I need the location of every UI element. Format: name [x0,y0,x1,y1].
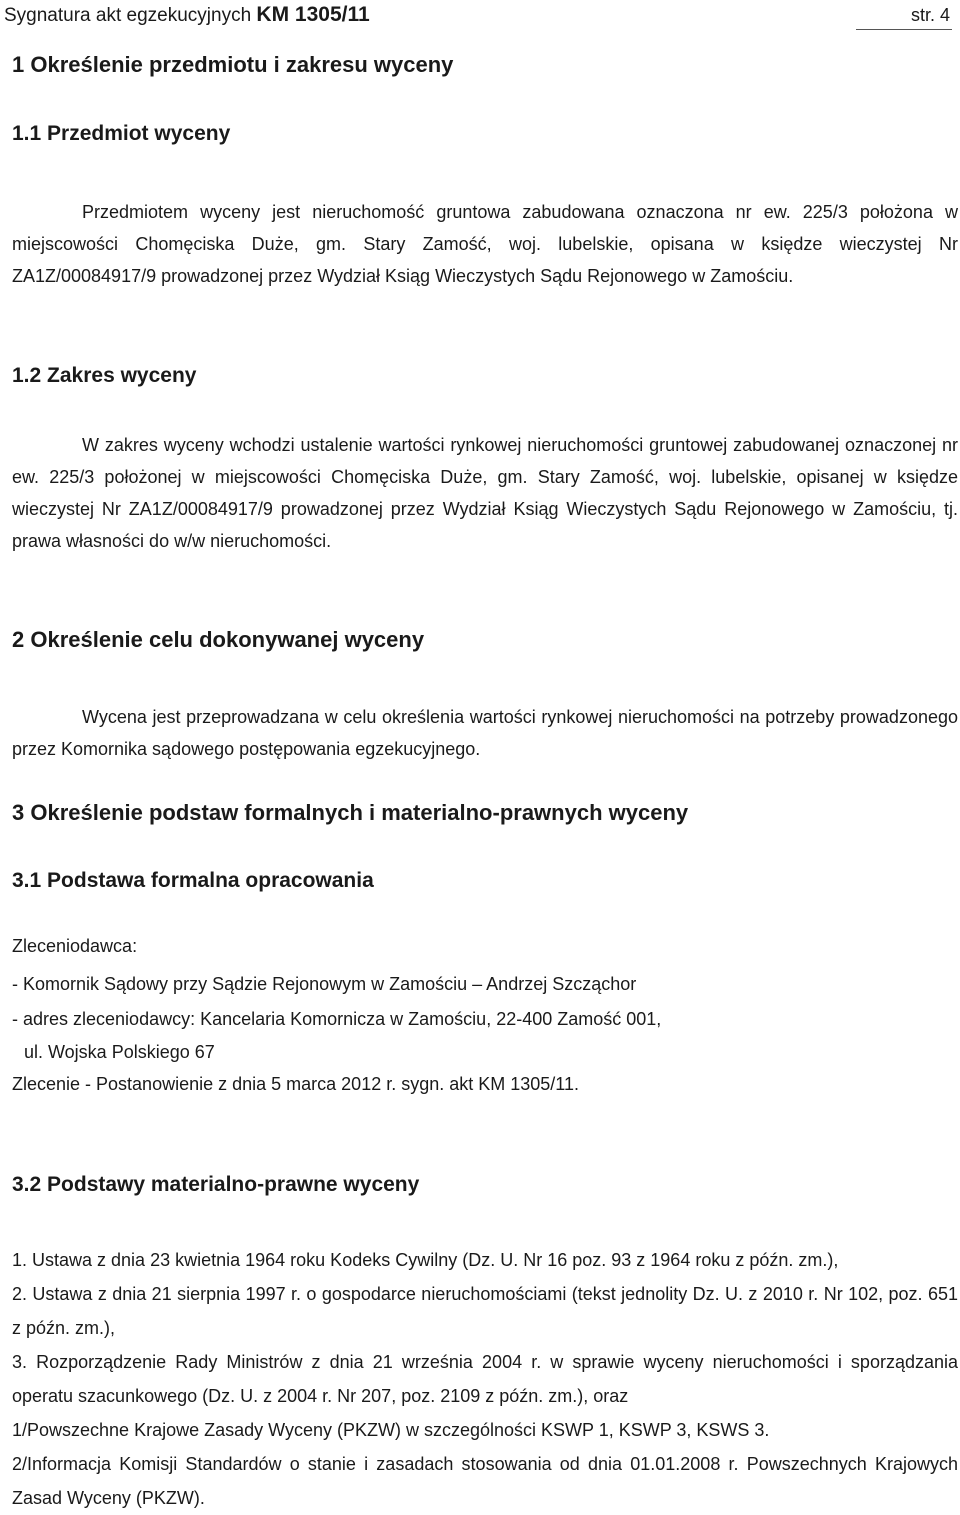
section-3-2-heading: 3.2 Podstawy materialno-prawne wyceny [12,1173,420,1196]
case-signature-prefix: Sygnatura akt egzekucyjnych [4,5,257,26]
section-2-text: Wycena jest przeprowadzana w celu określenia wartości rynkowej nieruchomości na potrzeby prowadzonego przez Komornika sądowego postępowania egzekucyjnego. [12,707,958,759]
section-1-1-heading: 1.1 Przedmiot wyceny [12,122,231,145]
section-1-2-paragraph [12,429,958,557]
case-signature-number: KM 1305/11 [256,3,370,26]
section-2-heading: 2 Określenie celu dokonywanej wyceny [12,627,425,652]
list-item: 1. Ustawa z dnia 23 kwietnia 1964 roku Kodeks Cywilny (Dz. U. Nr 16 poz. 93 z 1964 roku z późn. zm.), [12,1250,839,1270]
page-number: str. 4 [910,5,950,25]
section-1-1-text: Przedmiotem wyceny jest nieruchomość gruntowa zabudowana oznaczona nr ew. 225/3 położona w miejscowości Chomęciska Duże, gm. Stary Zamość, woj. lubelskie, opisana w księdze wieczystej Nr ZA1Z/00084917/9 prowadzonej przez Wydział Ksiąg Wieczystych Sądu Rejonowego w Zamościu. [12,202,958,286]
section-1-heading: 1 Określenie przedmiotu i zakresu wyceny [12,52,454,77]
list-item: 1/Powszechne Krajowe Zasady Wyceny (PKZW) w szczególności KSWP 1, KSWP 3, KSWS 3. [12,1420,770,1440]
client-bailiff: - Komornik Sądowy przy Sądzie Rejonowym w Zamościu – Andrzej Szcząchor [12,974,637,994]
client-street: ul. Wojska Polskiego 67 [24,1042,215,1062]
client-label: Zleceniodawca: [12,936,138,956]
section-3-heading: 3 Określenie podstaw formalnych i materialno-prawnych wyceny [12,800,689,825]
list-item: 3. Rozporządzenie Rady Ministrów z dnia 21 września 2004 r. w sprawie wyceny nieruchomości i sporządzania operatu szacunkowego (Dz. U. z 2004 r. Nr 207, poz. 2109 z późn. zm.), oraz [12,1352,958,1406]
list-item: 2. Ustawa z dnia 21 sierpnia 1997 r. o gospodarce nieruchomościami (tekst jednolity Dz. U. z 2010 r. Nr 102, poz. 651 z późn. zm.), [12,1284,958,1338]
client-address: - adres zleceniodawcy: Kancelaria Komornicza w Zamościu, 22-400 Zamość 001, [12,1009,662,1029]
section-2-paragraph [12,701,958,765]
page-header [0,0,960,30]
legal-basis-list [12,1243,958,1515]
header-rule [856,29,952,30]
section-1-2-heading: 1.2 Zakres wyceny [12,364,197,387]
section-3-1-heading: 3.1 Podstawa formalna opracowania [12,869,374,892]
section-1-1-paragraph [12,196,958,292]
section-1-2-text: W zakres wyceny wchodzi ustalenie wartości rynkowej nieruchomości gruntowej zabudowanej oznaczonej nr ew. 225/3 położonej w miejscowości Chomęciska Duże, gm. Stary Zamość, woj. lubelskie, opisanej w księdze wieczystej Nr ZA1Z/00084917/9 prowadzonej przez Wydział Ksiąg Wieczystych Sądu Rejonowego w Zamościu, tj. prawa własności do w/w nieruchomości. [12,435,958,551]
order-reference: Zlecenie - Postanowienie z dnia 5 marca 2012 r. sygn. akt KM 1305/11. [12,1074,579,1094]
list-item: 2/Informacja Komisji Standardów o stanie i zasadach stosowania od dnia 01.01.2008 r. Powszechnych Krajowych Zasad Wyceny (PKZW). [12,1454,958,1508]
case-signature [4,0,370,31]
